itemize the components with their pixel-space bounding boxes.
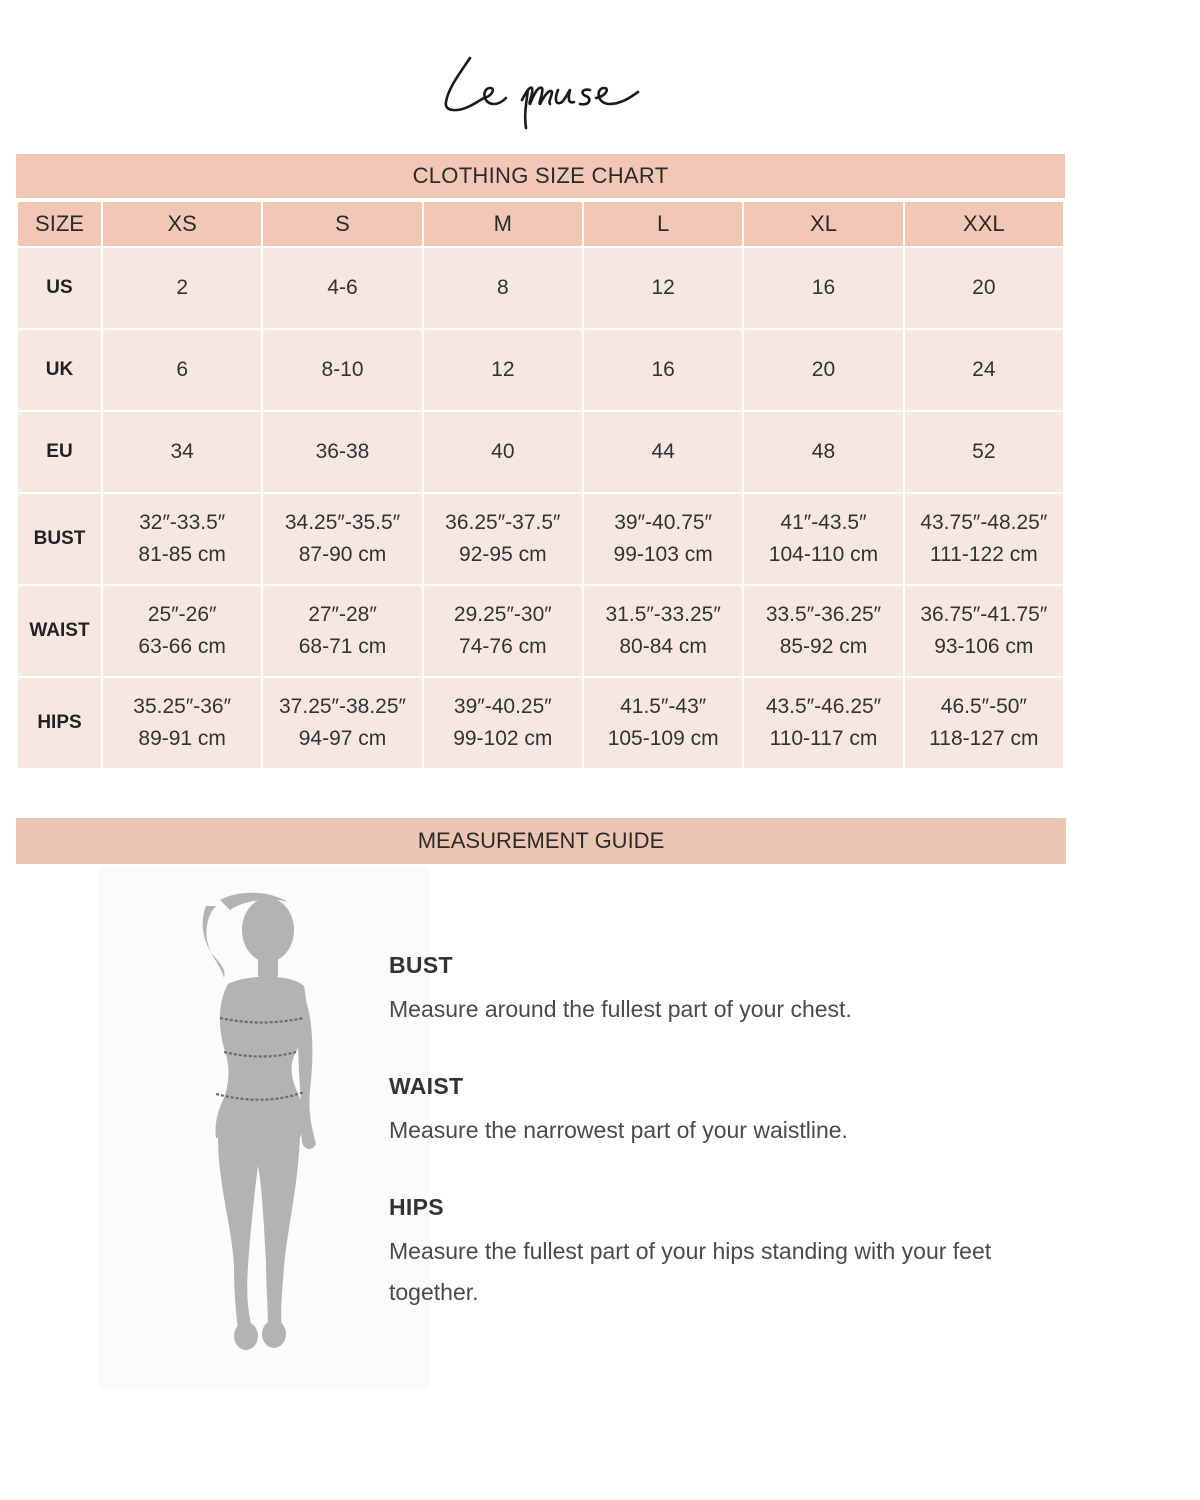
guide-heading-bust: BUST: [389, 952, 453, 978]
cm-value: 99-102 cm: [453, 727, 553, 750]
size-table: [16, 200, 1065, 770]
table-cell: [904, 585, 1064, 677]
table-cell: [102, 677, 262, 769]
row-label-bust: BUST: [17, 493, 102, 585]
size-col-m: M: [423, 201, 583, 247]
inch-value: 33.5″-36.25″: [765, 603, 882, 626]
size-col-xl: XL: [743, 201, 903, 247]
measurement-guide-title: MEASUREMENT GUIDE: [16, 818, 1066, 864]
cm-value: 81-85 cm: [138, 543, 226, 566]
table-row-bust: [17, 493, 1064, 585]
table-cell: 36-38: [262, 411, 422, 493]
cm-value: 104-110 cm: [768, 543, 879, 566]
table-cell: 48: [743, 411, 903, 493]
chart-title: CLOTHING SIZE CHART: [16, 154, 1065, 200]
inch-value: 35.25″-36″: [133, 695, 232, 718]
cm-value: 74-76 cm: [459, 635, 547, 658]
cm-value: 68-71 cm: [298, 635, 387, 658]
inch-value: 41″-43.5″: [780, 511, 867, 534]
size-chart: [16, 154, 1065, 770]
table-cell: 20: [743, 329, 903, 411]
table-row-waist: [17, 585, 1064, 677]
inch-value: 41.5″-43″: [620, 695, 707, 718]
table-cell: 20: [904, 247, 1064, 329]
inch-value: 43.75″-48.25″: [920, 511, 1048, 534]
table-cell: 12: [423, 329, 583, 411]
row-label-hips: HIPS: [17, 677, 102, 769]
inch-value: 27″-28″: [308, 603, 377, 626]
cm-value: 63-66 cm: [138, 635, 226, 658]
cm-value: 80-84 cm: [619, 635, 707, 658]
table-cell: [583, 677, 743, 769]
table-cell: 2: [102, 247, 262, 329]
table-cell: [743, 677, 903, 769]
table-cell: 44: [583, 411, 743, 493]
guide-text-bust: Measure around the fullest part of your chest.: [389, 996, 852, 1022]
body-silhouette-icon: [98, 866, 430, 1390]
cm-value: 118-127 cm: [929, 727, 1039, 750]
size-col-xs: XS: [102, 201, 262, 247]
table-cell: 34: [102, 411, 262, 493]
table-cell: [423, 677, 583, 769]
table-cell: [102, 585, 262, 677]
inch-value: 25″-26″: [147, 603, 217, 626]
guide-heading-waist: WAIST: [389, 1073, 464, 1099]
inch-value: 36.25″-37.5″: [445, 511, 561, 534]
cm-value: 92-95 cm: [459, 543, 547, 566]
table-cell: [904, 493, 1064, 585]
inch-value: 43.5″-46.25″: [765, 695, 882, 718]
cm-value: 111-122 cm: [929, 543, 1038, 566]
guide-text-hips: Measure the fullest part of your hips standing with your feet together.: [389, 1238, 992, 1305]
guide-heading-hips: HIPS: [389, 1194, 444, 1220]
size-col-l: L: [583, 201, 743, 247]
guide-text-waist: Measure the narrowest part of your waistline.: [389, 1117, 848, 1143]
logo-script-image: [440, 48, 645, 130]
table-row-uk: [17, 329, 1064, 411]
body-figure-illustration: [98, 866, 430, 1390]
table-cell: 4-6: [262, 247, 422, 329]
table-cell: 16: [743, 247, 903, 329]
row-label-waist: WAIST: [17, 585, 102, 677]
cm-value: 94-97 cm: [298, 727, 387, 750]
inch-value: 39″-40.25″: [453, 695, 552, 718]
guide-item-hips: [389, 1194, 1009, 1313]
table-cell: [423, 585, 583, 677]
table-cell: [262, 677, 422, 769]
cm-value: 99-103 cm: [613, 543, 713, 566]
inch-value: 37.25″-38.25″: [279, 695, 406, 718]
table-cell: [743, 585, 903, 677]
table-cell: [262, 585, 422, 677]
table-cell: 24: [904, 329, 1064, 411]
cm-value: 85-92 cm: [779, 635, 868, 658]
cm-value: 89-91 cm: [138, 727, 226, 750]
inch-value: 39″-40.75″: [614, 511, 713, 534]
table-cell: [262, 493, 422, 585]
row-label-eu: EU: [17, 411, 102, 493]
table-cell: 12: [583, 247, 743, 329]
cm-value: 93-106 cm: [934, 635, 1034, 658]
table-cell: [583, 585, 743, 677]
table-cell: [102, 493, 262, 585]
guide-item-bust: [389, 952, 1029, 1030]
inch-value: 36.75″-41.75″: [920, 603, 1048, 626]
table-row-eu: [17, 411, 1064, 493]
table-row-hips: [17, 677, 1064, 769]
table-cell: 8: [423, 247, 583, 329]
table-row-us: [17, 247, 1064, 329]
inch-value: 46.5″-50″: [940, 695, 1027, 718]
table-cell: [583, 493, 743, 585]
guide-item-waist: [389, 1073, 1029, 1151]
table-cell: [743, 493, 903, 585]
size-col-xxl: XXL: [904, 201, 1064, 247]
table-cell: 6: [102, 329, 262, 411]
table-cell: [904, 677, 1064, 769]
cm-value: 87-90 cm: [298, 543, 387, 566]
inch-value: 34.25″-35.5″: [284, 511, 401, 534]
size-col-s: S: [262, 201, 422, 247]
row-label-uk: UK: [17, 329, 102, 411]
table-cell: 40: [423, 411, 583, 493]
inch-value: 31.5″-33.25″: [605, 603, 721, 626]
inch-value: 29.25″-30″: [453, 603, 552, 626]
cm-value: 110-117 cm: [769, 727, 878, 750]
table-cell: 52: [904, 411, 1064, 493]
table-cell: 8-10: [262, 329, 422, 411]
size-header-row: [17, 201, 1064, 247]
cm-value: 105-109 cm: [607, 727, 719, 750]
row-label-us: US: [17, 247, 102, 329]
table-cell: [423, 493, 583, 585]
size-corner-label: SIZE: [17, 201, 102, 247]
brand-logo: [440, 48, 645, 130]
table-cell: 16: [583, 329, 743, 411]
inch-value: 32″-33.5″: [139, 511, 226, 534]
